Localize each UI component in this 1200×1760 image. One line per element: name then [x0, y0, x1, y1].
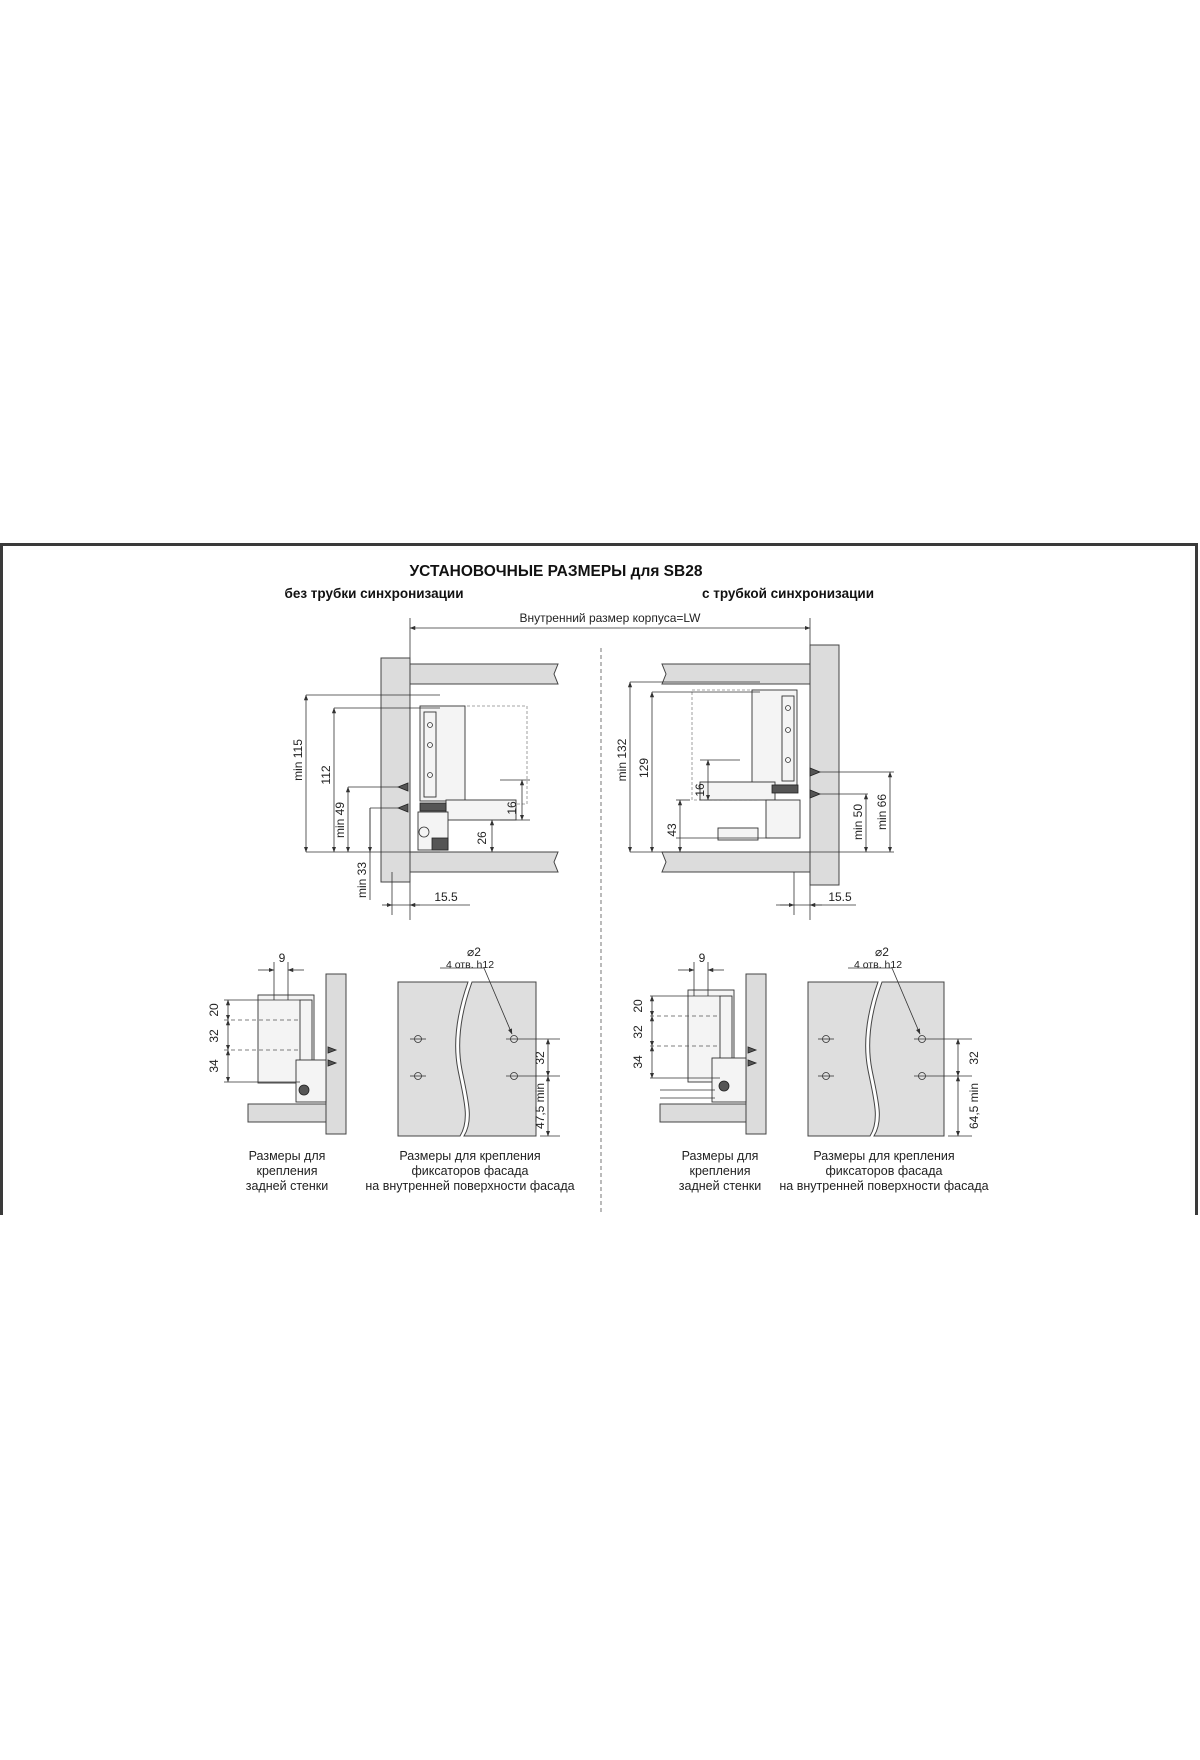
- drawing-title: УСТАНОВОЧНЫЕ РАЗМЕРЫ для SB28: [409, 563, 703, 580]
- right-side-view: [615, 645, 894, 915]
- left-dim-26: 26: [475, 831, 489, 845]
- right-dim-min50: min 50: [851, 803, 865, 841]
- right-dim-min132: min 132: [615, 738, 629, 782]
- right-front-caption-1: Размеры для крепления: [813, 1149, 955, 1163]
- left-back-dim-32: 32: [207, 1029, 221, 1043]
- right-subtitle: с трубкой синхронизации: [701, 586, 875, 601]
- left-front-caption-1: Размеры для крепления: [399, 1149, 541, 1163]
- right-front-hole-count: 4 отв. h12: [853, 959, 903, 971]
- right-front-hole-dia: ⌀2: [875, 945, 889, 959]
- left-dim-112: 112: [319, 765, 333, 785]
- left-side-view: [291, 658, 558, 915]
- left-front-caption-2: фиксаторов фасада: [411, 1164, 529, 1178]
- right-front-detail: [779, 945, 988, 1193]
- right-back-caption-3: задней стенки: [678, 1179, 762, 1193]
- left-front-dim-47-5: 47,5 min: [533, 1082, 547, 1130]
- right-back-dim-9: 9: [698, 951, 706, 965]
- left-dim-min115: min 115: [291, 739, 305, 781]
- left-back-caption-2: крепления: [256, 1164, 318, 1178]
- right-back-detail: [631, 951, 766, 1193]
- right-dim-min66: min 66: [875, 793, 889, 831]
- left-front-dim-32: 32: [533, 1051, 547, 1065]
- left-dim-15-5: 15.5: [434, 890, 458, 904]
- left-back-dim-34: 34: [207, 1059, 221, 1073]
- right-back-dim-34: 34: [631, 1055, 645, 1069]
- right-dim-129: 129: [637, 757, 651, 779]
- left-front-hole-count: 4 отв. h12: [445, 959, 495, 971]
- right-front-caption-2: фиксаторов фасада: [825, 1164, 943, 1178]
- right-back-dim-32: 32: [631, 1025, 645, 1039]
- right-dim-15-5: 15.5: [828, 890, 852, 904]
- left-back-dim-9: 9: [278, 951, 286, 965]
- left-dim-min49: min 49: [333, 801, 347, 839]
- left-back-caption-3: задней стенки: [245, 1179, 329, 1193]
- left-dim-16: 16: [505, 801, 519, 815]
- right-back-dim-20: 20: [631, 999, 645, 1013]
- left-back-dim-20: 20: [207, 1003, 221, 1017]
- left-subtitle: без трубки синхронизации: [284, 586, 464, 601]
- right-dim-43: 43: [665, 823, 679, 837]
- left-back-caption-1: Размеры для: [248, 1149, 326, 1163]
- right-front-dim-32: 32: [967, 1051, 981, 1065]
- left-front-detail: [365, 945, 574, 1193]
- right-front-dim-64-5: 64,5 min: [967, 1082, 981, 1130]
- left-dim-min33: min 33: [355, 861, 369, 899]
- right-dim-16: 16: [693, 783, 707, 797]
- right-back-caption-1: Размеры для: [681, 1149, 759, 1163]
- left-front-hole-dia: ⌀2: [467, 945, 481, 959]
- left-back-detail: [207, 951, 346, 1193]
- right-back-caption-2: крепления: [689, 1164, 751, 1178]
- left-front-caption-3: на внутренней поверхности фасада: [365, 1179, 575, 1193]
- inner-width-label: Внутренний размер корпуса=LW: [519, 611, 701, 625]
- right-front-caption-3: на внутренней поверхности фасада: [779, 1179, 989, 1193]
